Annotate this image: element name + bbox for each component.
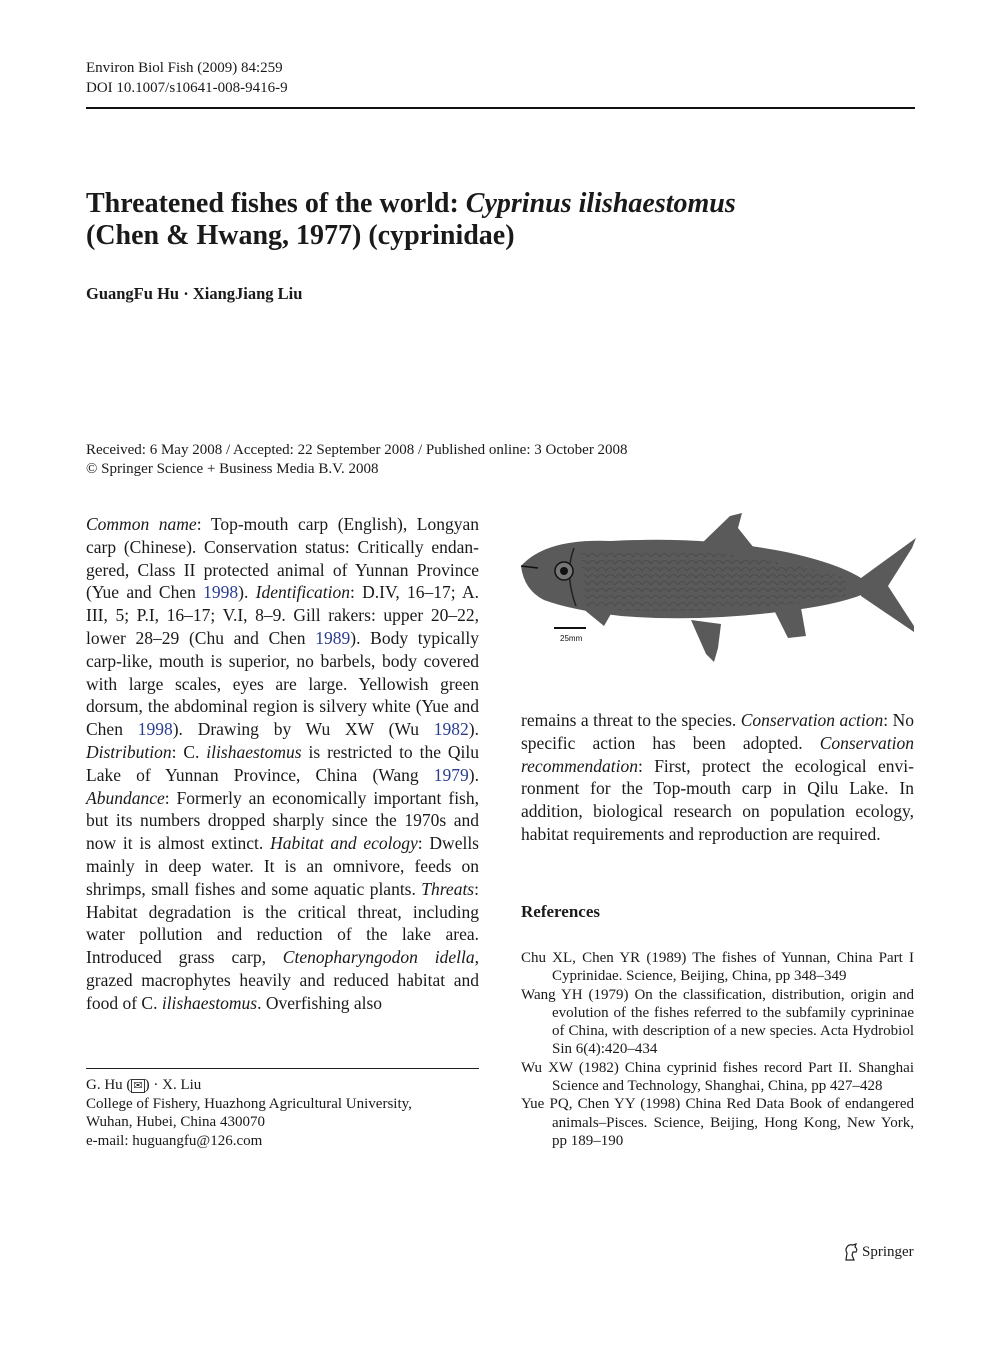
affiliation-email[interactable]: e-mail: huguangfu@126.com bbox=[86, 1132, 263, 1149]
header-rule bbox=[86, 107, 915, 109]
body-text: ). bbox=[238, 582, 256, 603]
body-text: ). Body typically carp-like, mouth is superior, no barbels, body covered with large scales, eyes are large. Yellowish green dorsum, the abdominal region is silvery white (Yue and Chen bbox=[86, 627, 480, 740]
citation-link[interactable]: 1998 bbox=[137, 719, 173, 740]
references-list bbox=[521, 949, 914, 1150]
footnote-rule bbox=[86, 1068, 479, 1069]
body-text: : Habitat degradation is the critical threat, including water pollution and reduction of the lake area. Introduced grass carp, bbox=[86, 878, 479, 968]
body-text: . Overfishing also bbox=[257, 992, 383, 1013]
doi[interactable]: DOI 10.1007/s10641-008-9416-9 bbox=[86, 80, 288, 96]
body-text: ). Drawing by Wu XW (Wu bbox=[172, 719, 434, 740]
body-text: : No specific action has been adopted. bbox=[521, 710, 915, 753]
affiliation-institution: College of Fishery, Huazhong Agricultural University, bbox=[86, 1095, 412, 1112]
body-text: ). bbox=[468, 719, 479, 740]
title-part1: Threatened fishes of the world: bbox=[86, 188, 466, 219]
body-text: ). bbox=[468, 764, 479, 785]
body-text: : D.IV, 16–17; A. III, 5; P.I, 16–17; V.I, 8–9. Gill rakers: upper 20–22, lower 28–29 (Chu and Chen bbox=[86, 582, 479, 648]
citation-link[interactable]: 1982 bbox=[433, 719, 469, 740]
reference-item: Wang YH (1979) On the classification, distribution, origin and evolution of the fishes referred to the subfamily cyprininae of China, with description of a new species. Acta Hydrobiol Sin 6(4):420–434 bbox=[521, 986, 914, 1058]
body-right-column bbox=[521, 709, 914, 846]
publisher-logo bbox=[843, 1243, 914, 1261]
scale-label: 25mm bbox=[560, 634, 583, 643]
journal-citation: Environ Biol Fish (2009) 84:259 bbox=[86, 60, 283, 76]
title-part2: (Chen & Hwang, 1977) (cyprinidae) bbox=[86, 220, 515, 251]
citation-link[interactable]: 1998 bbox=[203, 582, 239, 603]
title-species: Cyprinus ilishaestomus bbox=[465, 188, 736, 219]
citation-link[interactable]: 1989 bbox=[315, 627, 351, 648]
label-conservation-action: Conservation action bbox=[740, 710, 884, 730]
journal-header bbox=[86, 58, 288, 98]
label-distribution: Distribution bbox=[86, 741, 172, 762]
species-name: Ctenopharyngodon idella bbox=[282, 947, 475, 968]
label-habitat: Habitat and ecology bbox=[270, 833, 418, 854]
reference-item: Yue PQ, Chen YY (1998) China Red Data Book of endangered animals–Pisces. Science, Beijing, Hong Kong, New York, pp 189–190 bbox=[521, 1096, 914, 1149]
affiliation-address: Wuhan, Hubei, China 430070 bbox=[86, 1114, 265, 1130]
body-text: remains a threat to the species. bbox=[521, 710, 741, 730]
body-text: : Formerly an economically important fish, but its numbers dropped sharply since the 1970s and now it is almost extinct. bbox=[86, 787, 479, 854]
copyright-line bbox=[86, 460, 628, 479]
author-separator: · bbox=[179, 284, 193, 303]
copyright-text: Springer Science + Business Media B.V. 2008 bbox=[97, 461, 379, 477]
label-identification: Identification bbox=[255, 582, 350, 603]
species-name: ilishaestomus bbox=[161, 992, 258, 1013]
label-common-name: Common name bbox=[86, 514, 197, 534]
author-affiliation bbox=[86, 1076, 479, 1150]
authors bbox=[86, 284, 302, 304]
affiliation-names bbox=[86, 1076, 479, 1095]
affiliation-text: ) · X. Liu bbox=[144, 1077, 202, 1093]
body-text: : First, protect the ecological envi-ronment for the Top-mouth carp in Qilu Lake. In addition, biological research on population ecology, habitat requirements and reproduction are required. bbox=[521, 755, 914, 844]
body-left-column bbox=[86, 513, 479, 1015]
author-1[interactable]: GuangFu Hu bbox=[86, 284, 180, 303]
citation-link[interactable]: 1979 bbox=[433, 764, 469, 785]
publication-dates bbox=[86, 441, 628, 479]
references-heading: References bbox=[521, 902, 600, 921]
body-text: : Top-mouth carp (English), Longyan carp (Chinese). Conservation status: Critically endan-gered, Class II protected animal of Yunnan Province (Yue and Chen bbox=[86, 514, 480, 603]
copyright-icon: © bbox=[86, 461, 98, 477]
body-text: : Dwells mainly in deep water. It is an omnivore, feeds on shrimps, small fishes and some aquatic plants. bbox=[86, 833, 479, 899]
fish-illustration bbox=[516, 508, 918, 668]
fish-figure bbox=[516, 508, 918, 668]
article-title bbox=[86, 188, 915, 252]
author-2[interactable]: XiangJiang Liu bbox=[192, 284, 303, 303]
reference-item: Chu XL, Chen YR (1989) The fishes of Yunnan, China Part I Cyprinidae. Science, Beijing, China, pp 348–349 bbox=[521, 950, 914, 985]
species-name: ilishaestomus bbox=[206, 741, 302, 762]
springer-horse-icon bbox=[843, 1243, 859, 1261]
publisher-name: Springer bbox=[862, 1243, 914, 1260]
body-text: , grazed macrophytes heavily and reduced habitat and food of C. bbox=[86, 947, 479, 1013]
envelope-icon: ✉ bbox=[133, 1080, 143, 1092]
affiliation-text: G. Hu ( bbox=[86, 1077, 132, 1093]
body-text: : C. bbox=[171, 741, 207, 762]
label-threats: Threats bbox=[421, 878, 475, 899]
label-conservation-recommendation: Conservation recommendation bbox=[521, 732, 914, 776]
reference-item: Wu XW (1982) China cyprinid fishes record Part II. Shanghai Science and Technology, Shanghai, China, pp 427–428 bbox=[521, 1059, 914, 1095]
body-text: is restricted to the Qilu Lake of Yunnan Province, China (Wang bbox=[86, 741, 479, 785]
label-abundance: Abundance bbox=[86, 787, 165, 808]
received-line: Received: 6 May 2008 / Accepted: 22 September 2008 / Published online: 3 October 2008 bbox=[86, 442, 628, 458]
